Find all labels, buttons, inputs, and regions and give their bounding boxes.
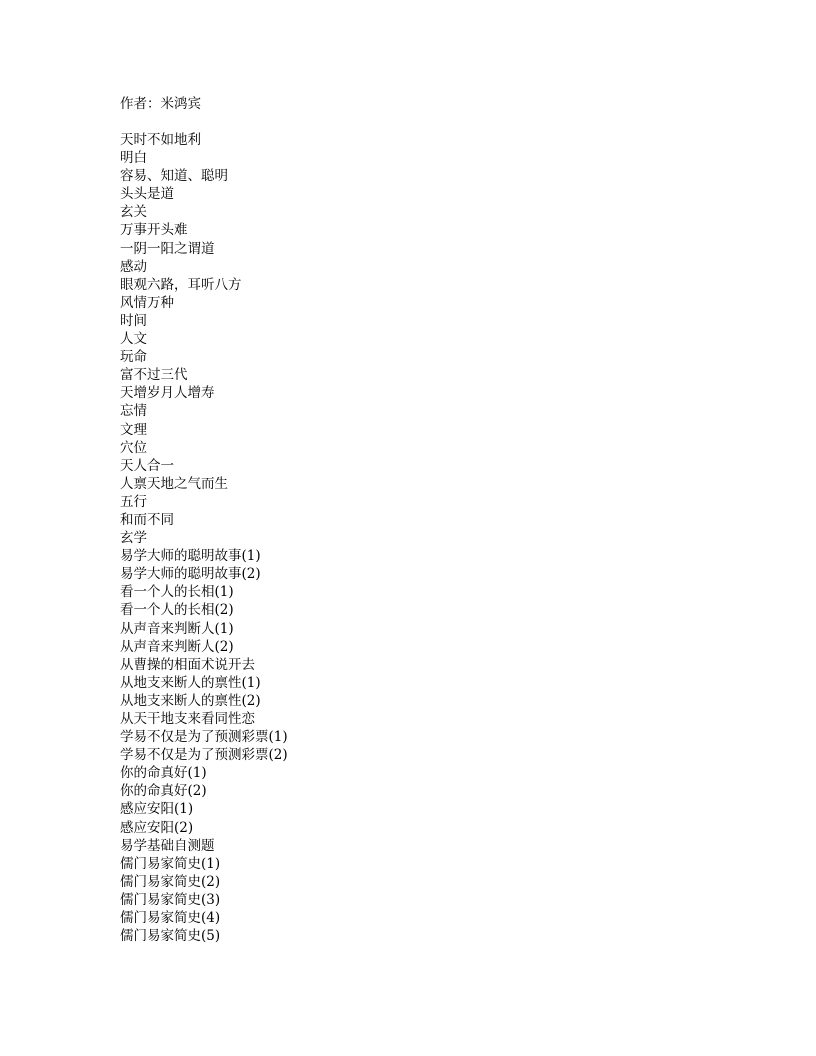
list-item: 看一个人的长相(1) bbox=[120, 584, 234, 601]
list-item: 感应安阳(1) bbox=[120, 801, 194, 818]
list-item: 学易不仅是为了预测彩票(2) bbox=[120, 747, 288, 764]
list-item: 儒门易家简史(1) bbox=[120, 855, 221, 872]
author-line: 作者：米鸿宾 bbox=[120, 96, 201, 112]
list-item: 你的命真好(1) bbox=[120, 765, 207, 782]
list-item: 人禀天地之气而生 bbox=[120, 475, 228, 492]
list-item: 风情万种 bbox=[120, 294, 174, 311]
list-item: 看一个人的长相(2) bbox=[120, 602, 234, 619]
list-item: 从天干地支来看同性恋 bbox=[120, 711, 255, 727]
list-item: 玩命 bbox=[120, 349, 147, 366]
list-item: 学易不仅是为了预测彩票(1) bbox=[120, 729, 288, 746]
list-item: 眼观六路，耳听八方 bbox=[120, 276, 242, 293]
list-item: 易学大师的聪明故事(2) bbox=[120, 566, 261, 583]
list-item: 天增岁月人增寿 bbox=[120, 385, 215, 402]
list-item: 万事开头难 bbox=[120, 222, 188, 239]
list-item: 感动 bbox=[120, 258, 147, 275]
list-item: 易学基础自测题 bbox=[120, 837, 215, 854]
list-item: 玄学 bbox=[120, 530, 147, 547]
list-item: 感应安阳(2) bbox=[120, 819, 194, 836]
list-item: 从声音来判断人(1) bbox=[120, 620, 234, 637]
list-item: 你的命真好(2) bbox=[120, 783, 207, 800]
list-item: 和而不同 bbox=[120, 511, 174, 528]
list-item: 人文 bbox=[120, 331, 147, 348]
list-item: 玄关 bbox=[120, 204, 147, 221]
list-item: 头头是道 bbox=[120, 186, 174, 203]
list-item: 文理 bbox=[120, 421, 147, 438]
list-item: 从地支来断人的禀性(1) bbox=[120, 674, 261, 691]
list-item: 时间 bbox=[120, 312, 147, 329]
list-item: 从曹操的相面术说开去 bbox=[120, 656, 255, 673]
list-item: 容易、知道、聪明 bbox=[120, 168, 228, 185]
list-item: 五行 bbox=[120, 493, 147, 510]
list-item: 儒门易家简史(5) bbox=[120, 928, 221, 945]
list-item: 易学大师的聪明故事(1) bbox=[120, 548, 261, 565]
list-item: 明白 bbox=[120, 150, 147, 167]
list-item: 富不过三代 bbox=[120, 367, 188, 384]
list-item: 天人合一 bbox=[120, 457, 174, 474]
list-item: 天时不如地利 bbox=[120, 132, 201, 148]
list-item: 儒门易家简史(2) bbox=[120, 873, 221, 890]
spacer bbox=[120, 113, 720, 131]
contents-list bbox=[120, 131, 720, 945]
list-item: 穴位 bbox=[120, 439, 147, 456]
document-page bbox=[120, 95, 720, 945]
list-item: 从地支来断人的禀性(2) bbox=[120, 692, 261, 709]
list-item: 忘情 bbox=[120, 403, 147, 420]
list-item: 儒门易家简史(4) bbox=[120, 910, 221, 927]
list-item: 从声音来判断人(2) bbox=[120, 638, 234, 655]
list-item: 一阴一阳之谓道 bbox=[120, 240, 215, 257]
list-item: 儒门易家简史(3) bbox=[120, 891, 221, 908]
